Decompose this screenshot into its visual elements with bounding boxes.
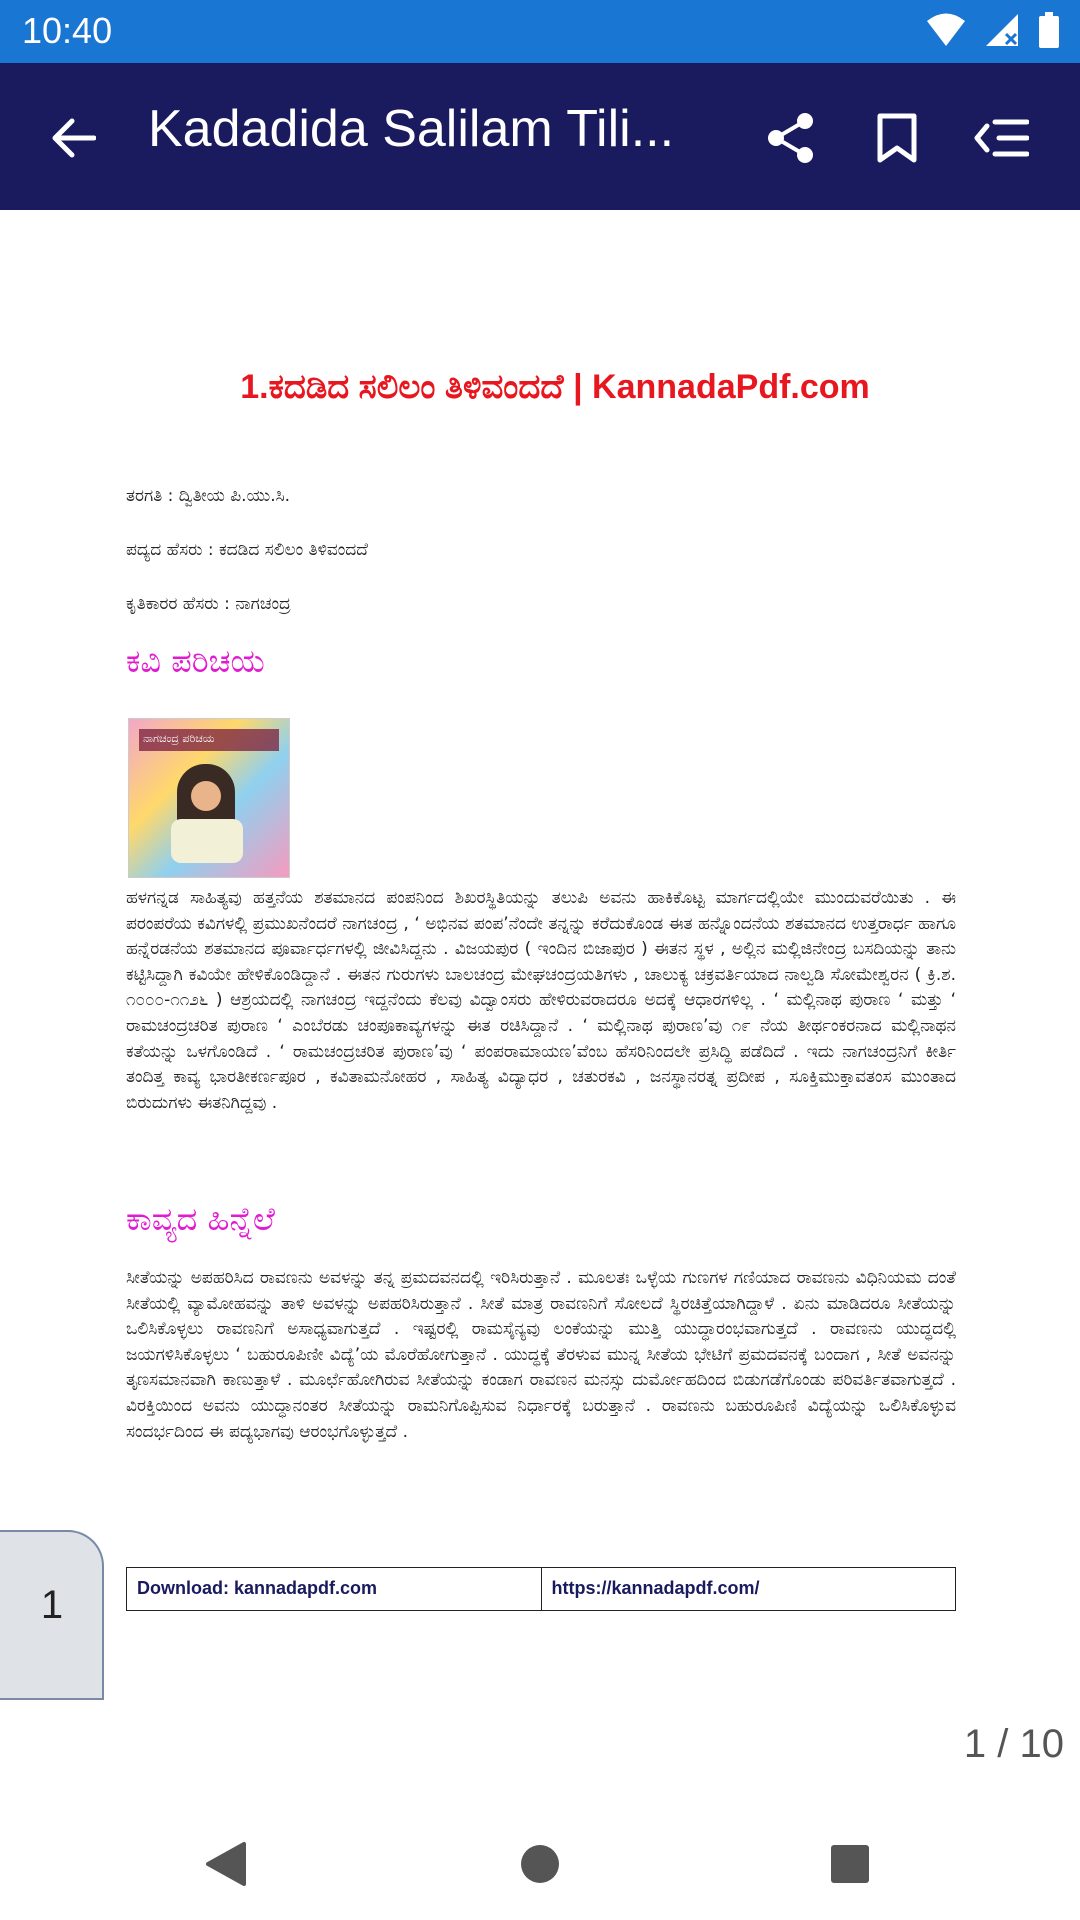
download-cell-url[interactable]: https://kannadapdf.com/	[541, 1568, 956, 1610]
section-heading-background: ಕಾವ್ಯದ ಹಿನ್ನೆಲೆ	[126, 1200, 275, 1238]
poet-intro-paragraph: ಹಳಗನ್ನಡ ಸಾಹಿತ್ಯವು ಹತ್ತನೆಯ ಶತಮಾನದ ಪಂಪನಿಂದ ಶಿಖರಸ್ಥಿತಿಯನ್ನು ತಲುಪಿ ಅವನು ಹಾಕಿಕೊಟ್ಟ ಮಾರ್ಗದಲ್ಲಿಯೇ ಮುಂದುವರೆಯಿತು . ಈ ಪರಂಪರೆಯ ಕವಿಗಳಲ್ಲಿ ಪ್ರಮುಖನೆಂದರೆ ನಾಗಚಂದ್ರ , ‘ ಅಭಿನವ ಪಂಪ’ನೆಂದೇ ತನ್ನನ್ನು ಕರೆದುಕೊಂಡ ಈತ ಹನ್ನೊಂದನೆಯ ಶತಮಾನದ ಉತ್ತರಾರ್ಧ ಹಾಗೂ ಹನ್ನೆರಡನೆಯ ಶತಮಾನದ ಪೂರ್ವಾರ್ಧಗಳಲ್ಲಿ ಜೀವಿಸಿದ್ದನು . ವಿಜಯಪುರ ( ಇಂದಿನ ಬಿಜಾಪುರ ) ಈತನ ಸ್ಥಳ , ಅಲ್ಲಿನ ಮಲ್ಲಿಜಿನೇಂದ್ರ ಬಸದಿಯನ್ನು ತಾನು ಕಟ್ಟಿಸಿದ್ದಾಗಿ ಕವಿಯೇ ಹೇಳಿಕೊಂಡಿದ್ದಾನೆ . ಈತನ ಗುರುಗಳು ಬಾಲಚಂದ್ರ ಮೇಘಚಂದ್ರಯತಿಗಳು , ಚಾಲುಕ್ಯ ಚಕ್ರವರ್ತಿಯಾದ ನಾಲ್ವಡಿ ಸೋಮೇಶ್ವರನ ( ಕ್ರಿ.ಶ. ೧೦೦೦-೧೧೨೬ ) ಆಶ್ರಯದಲ್ಲಿ ನಾಗಚಂದ್ರ ಇದ್ದನೆಂದು ಕೆಲವು ವಿದ್ವಾಂಸರು ಹೇಳಿರುವರಾದರೂ ಅದಕ್ಕೆ ಆಧಾರಗಳಿಲ್ಲ . ‘ ಮಲ್ಲಿನಾಥ ಪುರಾಣ ‘ ಮತ್ತು ‘ ರಾಮಚಂದ್ರಚರಿತ ಪುರಾಣ ‘ ಎಂಬೆರಡು ಚಂಪೂಕಾವ್ಯಗಳನ್ನು ಈತ ರಚಿಸಿದ್ದಾನೆ . ‘ ಮಲ್ಲಿನಾಥ ಪುರಾಣ’ವು ೧೯ ನೆಯ ತೀರ್ಥಂಕರನಾದ ಮಲ್ಲಿನಾಥನ ಕತೆಯನ್ನು ಒಳಗೊಂಡಿದೆ . ‘ ರಾಮಚಂದ್ರಚರಿತ ಪುರಾಣ’ವು ‘ ಪಂಪರಾಮಾಯಣ’ವೆಂಬ ಹೆಸರಿನಿಂದಲೇ ಪ್ರಸಿದ್ಧಿ ಪಡೆದಿದೆ . ಇದು ನಾಗಚಂದ್ರನಿಗೆ ಕೀರ್ತಿ ತಂದಿತ್ತ ಕಾವ್ಯ ಭಾರತೀಕರ್ಣಪೂರ , ಕವಿತಾಮನೋಹರ , ಸಾಹಿತ್ಯ ವಿದ್ಯಾಧರ , ಚತುರಕವಿ , ಜನಸ್ಥಾನರತ್ನ ಪ್ರದೀಪ , ಸೂಕ್ತಿಮುಕ್ತಾವತಂಸ ಮುಂತಾದ ಬಿರುದುಗಳು ಈತನಿಗಿದ್ದವು .	[126, 888, 956, 1113]
share-icon	[766, 112, 816, 164]
download-table	[126, 1567, 956, 1611]
recents-square-icon	[829, 1843, 871, 1885]
meta-poem-name: ಪದ್ಯದ ಹೆಸರು : ಕದಡಿದ ಸಲಿಲಂ ತಿಳಿವಂದದೆ	[126, 540, 368, 560]
cover-body	[171, 819, 243, 863]
background-paragraph: ಸೀತೆಯನ್ನು ಅಪಹರಿಸಿದ ರಾವಣನು ಅವಳನ್ನು ತನ್ನ ಪ್ರಮದವನದಲ್ಲಿ ಇರಿಸಿರುತ್ತಾನೆ . ಮೂಲತಃ ಒಳ್ಳೆಯ ಗುಣಗಳ ಗಣಿಯಾದ ರಾವಣನು ವಿಧಿನಿಯಮ ದಂತೆ ಸೀತೆಯಲ್ಲಿ ವ್ಯಾಮೋಹವನ್ನು ತಾಳಿ ಅವಳನ್ನು ಅಪಹರಿಸಿರುತ್ತಾನೆ . ಸೀತೆ ಮಾತ್ರ ರಾವಣನಿಗೆ ಸೋಲದೆ ಸ್ಥಿರಚಿತ್ತೆಯಾಗಿದ್ದಾಳೆ . ಏನು ಮಾಡಿದರೂ ಸೀತೆಯನ್ನು ಒಲಿಸಿಕೊಳ್ಳಲು ರಾವಣನಿಗೆ ಅಸಾಧ್ಯವಾಗುತ್ತದೆ . ಇಷ್ಟರಲ್ಲಿ ರಾಮಸೈನ್ಯವು ಲಂಕೆಯನ್ನು ಮುತ್ತಿ ಯುದ್ಧಾರಂಭವಾಗುತ್ತದೆ . ರಾವಣನು ಯುದ್ಧದಲ್ಲಿ ಜಯಗಳಿಸಿಕೊಳ್ಳಲು ‘ ಬಹುರೂಪಿಣೀ ವಿದ್ಯೆ’ಯ ಮೊರೆಹೋಗುತ್ತಾನೆ . ಯುದ್ಧಕ್ಕೆ ತೆರಳುವ ಮುನ್ನ ಸೀತೆಯ ಭೇಟಿಗೆ ಪ್ರಮದವನಕ್ಕೆ ಬಂದಾಗ , ಸೀತೆ ಅವನನ್ನು ತೃಣಸಮಾನವಾಗಿ ಕಾಣುತ್ತಾಳೆ . ಮೂರ್ಛೆಹೋಗಿರುವ ಸೀತೆಯನ್ನು ಕಂಡಾಗ ರಾವಣನ ಮನಸ್ಸು ದುರ್ಮೋಹದಿಂದ ಬಿಡುಗಡೆಗೊಂಡು ಪರಿವರ್ತಿತವಾಗುತ್ತದೆ . ವಿರಕ್ತಿಯಿಂದ ಅವನು ಯುದ್ಧಾನಂತರ ಸೀತೆಯನ್ನು ರಾಮನಿಗೊಪ್ಪಿಸುವ ನಿರ್ಧಾರಕ್ಕೆ ಬರುತ್ತಾನೆ . ರಾವಣನು ಬಹುರೂಪಿಣಿ ವಿದ್ಯೆಯನ್ನು ಒಲಿಸಿಕೊಳ್ಳುವ ಸಂದರ್ಭದಿಂದ ಈ ಪದ್ಯಭಾಗವು ಆರಂಭಗೊಳ್ಳುತ್ತದೆ .	[126, 1268, 956, 1442]
outline-list-icon	[973, 116, 1029, 160]
nav-bar	[0, 1800, 1080, 1920]
book-cover-image	[128, 718, 290, 878]
bookmark-button[interactable]	[862, 103, 932, 173]
battery-icon	[1038, 12, 1060, 48]
back-triangle-icon	[204, 1840, 248, 1888]
share-button[interactable]	[756, 103, 826, 173]
book-cover-title: ನಾಗಚಂದ್ರ ಪರಿಚಯ	[139, 729, 279, 751]
app-title: Kadadida Salilam Tili...	[148, 100, 675, 158]
signal-icon	[984, 12, 1020, 48]
wifi-icon	[926, 12, 966, 48]
nav-recents-button[interactable]	[810, 1824, 890, 1904]
nav-back-button[interactable]	[186, 1824, 266, 1904]
app-bar	[0, 63, 1080, 210]
status-icons	[926, 12, 1060, 48]
cover-face	[191, 781, 221, 811]
page-tab-number: 1	[40, 1583, 64, 1627]
status-bar	[0, 0, 1080, 63]
page-counter: 1 / 10	[963, 1722, 1064, 1766]
meta-class: ತರಗತಿ : ದ್ವಿತೀಯ ಪಿ.ಯು.ಸಿ.	[126, 486, 291, 506]
back-button[interactable]	[38, 103, 108, 173]
outline-button[interactable]	[966, 103, 1036, 173]
pdf-page[interactable]	[0, 210, 1080, 1740]
section-heading-poet-intro: ಕವಿ ಪರಿಚಯ	[126, 642, 265, 680]
status-time: 10:40	[22, 10, 113, 51]
document-title: 1.ಕದಡಿದ ಸಲಿಲಂ ತಿಳಿವಂದದೆ | KannadaPdf.com	[240, 368, 870, 406]
download-cell-label: Download: kannadapdf.com	[137, 1578, 378, 1598]
home-circle-icon	[518, 1842, 562, 1886]
bookmark-icon	[876, 112, 918, 164]
back-arrow-icon	[50, 118, 96, 158]
nav-home-button[interactable]	[500, 1824, 580, 1904]
meta-author: ಕೃತಿಕಾರರ ಹೆಸರು : ನಾಗಚಂದ್ರ	[126, 594, 291, 614]
